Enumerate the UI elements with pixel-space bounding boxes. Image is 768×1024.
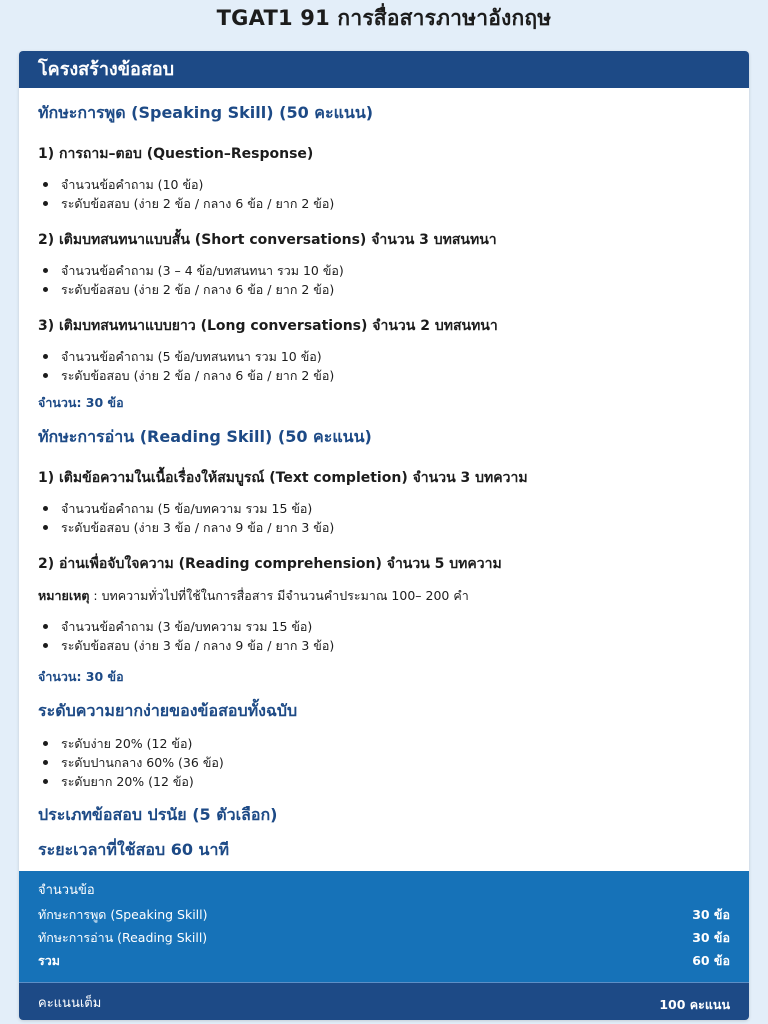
speaking-part-3-list: [38, 347, 730, 385]
reading-part-2-list: [38, 617, 730, 655]
bullet-icon: [43, 525, 48, 530]
bullet-icon: [43, 201, 48, 206]
list-item: ระดับข้อสอบ (ง่าย 2 ข้อ / กลาง 6 ข้อ / ยาก 2 ข้อ): [38, 194, 730, 213]
summary-title: จำนวนข้อ: [38, 883, 95, 898]
speaking-part-3-title: 3) เติมบทสนทนาแบบยาว (Long conversations) จำนวน 2 บทสนทนา: [38, 318, 498, 334]
bullet-icon: [43, 506, 48, 511]
list-item: จำนวนข้อคำถาม (3 – 4 ข้อ/บทสนทนา รวม 10 ข้อ): [38, 261, 730, 280]
bullet-icon: [43, 354, 48, 359]
total-score-bar: [19, 982, 749, 1020]
note-label: หมายเหตุ: [38, 588, 90, 603]
list-item: ระดับข้อสอบ (ง่าย 2 ข้อ / กลาง 6 ข้อ / ยาก 2 ข้อ): [38, 280, 730, 299]
exam-type: ประเภทข้อสอบ ปรนัย (5 ตัวเลือก): [38, 805, 278, 824]
bullet-icon: [43, 760, 48, 765]
note-text: : บทความทั่วไปที่ใช้ในการสื่อสาร มีจำนวนคำประมาณ 100– 200 คำ: [89, 588, 469, 603]
list-item: ระดับข้อสอบ (ง่าย 2 ข้อ / กลาง 6 ข้อ / ยาก 2 ข้อ): [38, 366, 730, 385]
summary-row: [38, 951, 730, 971]
bullet-icon: [43, 741, 48, 746]
reading-section-title: ทักษะการอ่าน (Reading Skill) (50 คะแนน): [38, 427, 372, 446]
speaking-part-2-title: 2) เติมบทสนทนาแบบสั้น (Short conversations) จำนวน 3 บทสนทนา: [38, 232, 497, 248]
bullet-icon: [43, 268, 48, 273]
list-item: จำนวนข้อคำถาม (5 ข้อ/บทความ รวม 15 ข้อ): [38, 499, 730, 518]
reading-count: จำนวน: 30 ข้อ: [38, 669, 124, 684]
summary-row-label: รวม: [38, 953, 60, 968]
bullet-icon: [43, 624, 48, 629]
list-item: จำนวนข้อคำถาม (5 ข้อ/บทสนทนา รวม 10 ข้อ): [38, 347, 730, 366]
difficulty-list: [38, 734, 730, 791]
exam-structure-card: [19, 51, 749, 1020]
speaking-part-2-list: [38, 261, 730, 299]
card-content: [19, 101, 749, 863]
summary-row-label: ทักษะการพูด (Speaking Skill): [38, 907, 208, 922]
reading-note: [38, 586, 730, 606]
reading-part-1-title: 1) เติมข้อความในเนื้อเรื่องให้สมบูรณ์ (Text completion) จำนวน 3 บทความ: [38, 470, 528, 486]
bullet-icon: [43, 779, 48, 784]
card-header: โครงสร้างข้อสอบ: [19, 51, 749, 88]
difficulty-title: ระดับความยากง่ายของข้อสอบทั้งฉบับ: [38, 701, 298, 720]
list-item: ระดับข้อสอบ (ง่าย 3 ข้อ / กลาง 9 ข้อ / ยาก 3 ข้อ): [38, 518, 730, 537]
list-item: จำนวนข้อคำถาม (3 ข้อ/บทความ รวม 15 ข้อ): [38, 617, 730, 636]
summary-row-value: 60 ข้อ: [692, 953, 730, 968]
speaking-count: จำนวน: 30 ข้อ: [38, 395, 124, 410]
speaking-section-title: ทักษะการพูด (Speaking Skill) (50 คะแนน): [38, 103, 374, 122]
total-score-value: 100 คะแนน: [659, 997, 730, 1012]
bullet-icon: [43, 182, 48, 187]
summary-row-label: ทักษะการอ่าน (Reading Skill): [38, 930, 208, 945]
list-item: จำนวนข้อคำถาม (10 ข้อ): [38, 175, 730, 194]
list-item: ระดับปานกลาง 60% (36 ข้อ): [38, 753, 730, 772]
total-score-label: คะแนนเต็ม: [38, 996, 102, 1011]
speaking-part-1-title: 1) การถาม–ตอบ (Question–Response): [38, 146, 314, 162]
summary-panel: [19, 871, 749, 982]
list-item: ระดับง่าย 20% (12 ข้อ): [38, 734, 730, 753]
list-item: ระดับยาก 20% (12 ข้อ): [38, 772, 730, 791]
exam-duration: ระยะเวลาที่ใช้สอบ 60 นาที: [38, 840, 230, 859]
bullet-icon: [43, 373, 48, 378]
reading-part-2-title: 2) อ่านเพื่อจับใจความ (Reading comprehension) จำนวน 5 บทความ: [38, 556, 502, 572]
summary-row-value: 30 ข้อ: [692, 907, 730, 922]
summary-row: [38, 928, 730, 948]
page-title: TGAT1 91 การสื่อสารภาษาอังกฤษ: [216, 6, 552, 30]
summary-row-value: 30 ข้อ: [692, 930, 730, 945]
reading-part-1-list: [38, 499, 730, 537]
summary-row: [38, 905, 730, 925]
bullet-icon: [43, 287, 48, 292]
bullet-icon: [43, 643, 48, 648]
list-item: ระดับข้อสอบ (ง่าย 3 ข้อ / กลาง 9 ข้อ / ยาก 3 ข้อ): [38, 636, 730, 655]
speaking-part-1-list: [38, 175, 730, 213]
